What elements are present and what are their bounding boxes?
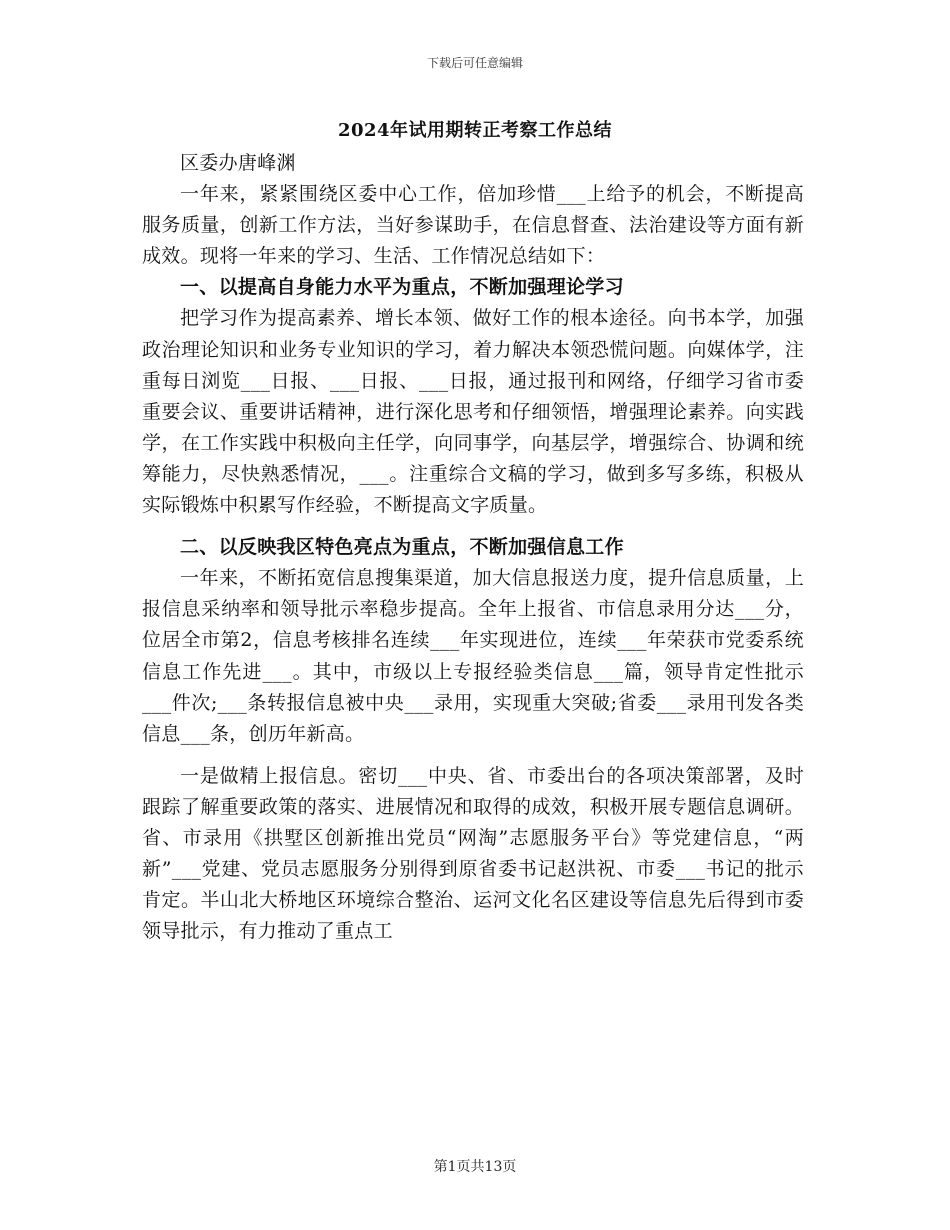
page-number: 第1页共13页 xyxy=(433,1159,517,1175)
author-line: 区委办唐峰渊 xyxy=(180,152,296,174)
section-heading-2: 二、以反映我区特色亮点为重点，不断加强信息工作 xyxy=(180,536,624,559)
section-heading-1: 一、以提高自身能力水平为重点，不断加强理论学习 xyxy=(180,276,624,299)
section-1-paragraph: 把学习作为提高素养、增长本领、做好工作的根本途径。向书本学，加强政治理论知识和业务专业知识的学习，着力解决本领恐慌问题。向媒体学，注重每日浏览___日报、___日报、___日报，通过报刊和网络，仔细学习省市委重要会议、重要讲话精神，进行深化思考和仔细领悟，增强理论素养。向实践学，在工作实践中积极向主任学，向同事学，向基层学，增强综合、协调和统筹能力，尽快熟悉情况，___。注重综合文稿的学习，做到多写多练，积极从实际锻炼中积累写作经验，不断提高文字质量。 xyxy=(142,307,804,517)
intro-paragraph: 一年来，紧紧围绕区委中心工作，倍加珍惜___上给予的机会，不断提高服务质量，创新工作方法，当好参谋助手，在信息督查、法治建设等方面有新成效。现将一年来的学习、生活、工作情况总结如下： xyxy=(142,183,804,268)
document-title: 2024年试用期转正考察工作总结 xyxy=(337,120,613,141)
section-2-paragraph: 一年来，不断拓宽信息搜集渠道，加大信息报送力度，提升信息质量，上报信息采纳率和领导批示率稳步提高。全年上报省、市信息录用分达___分，位居全市第2，信息考核排名连续___年实现进位，连续___年荣获市党委系统信息工作先进___。其中，市级以上专报经验类信息___篇，领导肯定性批示___件次;___条转报信息被中央___录用，实现重大突破;省委___录用刊发各类信息___条，创历年新高。 xyxy=(142,567,804,745)
header-note: 下载后可任意编辑 xyxy=(426,56,523,70)
section-2-point-1-paragraph: 一是做精上报信息。密切___中央、省、市委出台的各项决策部署，及时跟踪了解重要政策的落实、进展情况和取得的成效，积极开展专题信息调研。省、市录用《拱墅区创新推出党员“网淘”志愿服务平台》等党建信息，“两新”___党建、党员志愿服务分别得到原省委书记赵洪祝、市委___书记的批示肯定。半山北大桥地区环境综合整治、运河文化名区建设等信息先后得到市委领导批示，有力推动了重点工 xyxy=(142,764,804,943)
document-body xyxy=(142,148,804,947)
